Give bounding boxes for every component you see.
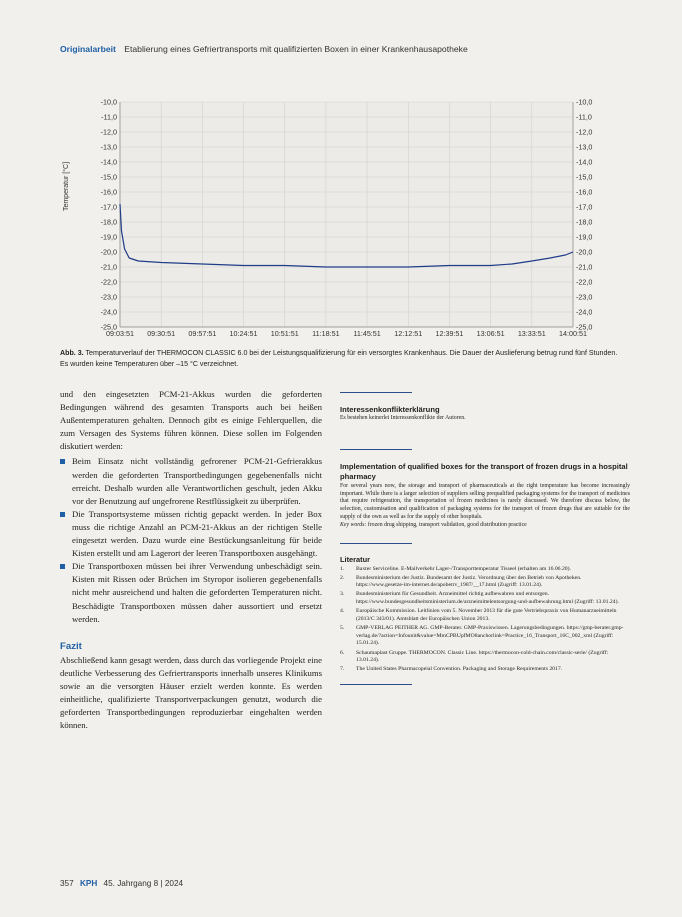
y-tick-label-right: -13,0 <box>576 142 593 152</box>
figure-caption <box>60 348 620 370</box>
figure-caption-text: Temperaturverlauf der THERMOCON CLASSIC 6.0 bei der Leistungsqualifizierung für ein versorgtes Krankenhaus. Die Dauer der Auslieferung betrug rund fünf Stunden. Es wurden keine Temperaturen über –15 °C verzeichnet. <box>60 349 618 368</box>
x-tick-label: 11:18:51 <box>312 329 340 338</box>
list-item <box>60 508 322 560</box>
reference-number: 5. <box>340 625 345 632</box>
keywords-text: frozen drug shipping, transport validation, good distribution practice <box>367 521 527 528</box>
y-tick-label-right: -25,0 <box>576 322 593 332</box>
y-tick-label-right: -14,0 <box>576 157 593 167</box>
y-tick-label-left: -13,0 <box>100 142 117 152</box>
y-tick-label-right: -20,0 <box>576 247 593 257</box>
y-tick-label-right: -16,0 <box>576 187 593 197</box>
coi-heading: Interessenkonflikterklärung <box>340 405 440 414</box>
reference-text: Bundesministerium für Gesundheit. Arzneimittel richtig aufbewahren und entsorgen. https://www.bundesgesundheitsministerium.de/arzneimittelentsorgung-und-aufbewahrung.html (Zugriff: 13.01.24). <box>356 591 619 606</box>
list-item <box>60 455 322 507</box>
reference-item <box>340 575 630 590</box>
y-tick-label-left: -16,0 <box>100 187 117 197</box>
journal-brand: KPH <box>79 879 98 888</box>
literature-list <box>340 566 630 674</box>
reference-item <box>340 625 630 648</box>
y-tick-label-left: -12,0 <box>100 127 117 137</box>
divider <box>340 684 412 685</box>
divider <box>340 543 412 544</box>
x-tick-label: 13:33:51 <box>517 329 546 338</box>
reference-text: GMP-VERLAG PEITHER AG. GMP-Berater. GMP-Praxiswissen. Lagerungsbedingungen. https://gmp-berater.gmp-verlag.de/?action=Infounit&value=MmCPBUpfMO8anchorlink=Practice_16_Transport_16C_002_xml (Zugriff: 15.01.24). <box>356 625 624 647</box>
y-tick-label-left: -11,0 <box>101 112 117 122</box>
bullet-square-icon <box>60 459 65 464</box>
abstract-heading: Implementation of qualified boxes for the transport of frozen drugs in a hospital pharmacy <box>340 461 628 481</box>
reference-item <box>340 666 630 674</box>
left-column <box>60 388 322 732</box>
reference-text: Schaumaplast Gruppe. THERMOCON. Classic Line. https://thermocon-cold-chain.com/classic-serie/ (Zugriff: 13.01.24). <box>356 649 609 664</box>
page-footer <box>60 879 183 888</box>
list-item <box>60 560 322 625</box>
y-tick-label-left: -19,0 <box>100 232 117 242</box>
fazit-paragraph: Abschließend kann gesagt werden, dass durch das vorliegende Projekt eine deutliche Verbesserung des Gefriertransports innerhalb unseres Klinikums sowie an die versorgten Häuser erzielt werden konnte. Es werden einheitliche, qualifizierte Transportverpackungen genutzt, wodurch die geforderten Transportbedingungen reproduzierbar eingehalten werden können. <box>60 654 322 731</box>
coi-text: Es bestehen keinerlei Interessenkonflikte der Autoren. <box>340 415 466 421</box>
reference-number: 2. <box>340 574 345 581</box>
y-tick-label-right: -11,0 <box>576 112 592 122</box>
x-tick-label: 12:39:51 <box>435 329 464 338</box>
keywords-label: Key words: <box>340 521 367 528</box>
reference-item <box>340 566 630 574</box>
y-tick-label-left: -14,0 <box>100 157 117 167</box>
plot-area <box>120 102 573 327</box>
y-tick-label-left: -22,0 <box>100 277 117 287</box>
x-tick-label: 14:00:51 <box>559 329 587 338</box>
list-item-text: Beim Einsatz nicht vollständig gefrorener PCM-21-Gefrierakkus werden die geforderten Transportbedingungen gegebenenfalls nicht erreicht. Deshalb wurden alle Verantwortlichen geschult, jeden Akku vor der Benutzung auf ungefrorene Restflüssigkeit zu überprüfen. <box>72 456 322 506</box>
y-tick-label-left: -18,0 <box>100 217 117 227</box>
y-axis-label: Temperatur [°C] <box>63 161 70 212</box>
y-tick-label-left: -10,0 <box>100 97 117 107</box>
abstract-text: For several years now, the storage and transport of pharmaceuticals at the right temperature has become increasingly important. While there is a larger selection of suppliers selling prequalified packaging systems for the transport of medicines that require refrigeration, the transportation of frozen medicines is rarely discussed. We therefore discuss below, the selection, customisation and qualification of packaging systems for the transport of frozen drugs that are suitable for the supply of the own as well as for the supply of other hospitals. <box>340 482 630 520</box>
y-tick-label-right: -10,0 <box>576 97 593 107</box>
x-tick-label: 11:45:51 <box>353 329 381 338</box>
reference-number: 1. <box>340 565 345 572</box>
bullet-square-icon <box>60 512 65 517</box>
reference-text: Europäische Kommission. Leitlinien vom 5. November 2013 für die gute Vertriebspraxis von Humanarzneimitteln (2013/C 343/01). Amtsblatt der Europäischen Union 2013. <box>356 608 617 622</box>
y-tick-label-left: -17,0 <box>100 202 117 212</box>
list-item-text: Die Transportboxen müssen bei ihrer Verwendung unbeschädigt sein. Kisten mit Rissen oder Brüchen im Styropor isolieren gegebenenfalls nicht mehr ausreichend und halten die geforderten Temperaturen nicht. Beschädigte Transportboxen müssen daher aussortiert und ersetzt werden. <box>72 561 322 624</box>
temperature-chart-svg <box>60 92 608 342</box>
y-tick-label-left: -25,0 <box>100 322 117 332</box>
divider <box>340 449 412 450</box>
x-tick-label: 12:12:51 <box>394 329 423 338</box>
journal-issue: 45. Jahrgang 8 | 2024 <box>103 879 184 888</box>
y-tick-label-right: -18,0 <box>576 217 593 227</box>
y-tick-label-right: -22,0 <box>576 277 593 287</box>
reference-text: Bundesministerium der Justiz. Bundesamt der Justiz. Verordnung über den Betrieb von Apotheken. https://www.gesetze-im-internet.de/apobetrv_1987/__17.html (Zugriff: 13.01.24). <box>356 574 582 589</box>
page-number: 357 <box>60 879 74 888</box>
reference-item <box>340 650 630 665</box>
error-source-list <box>60 455 322 625</box>
reference-item <box>340 591 630 606</box>
literature-heading: Literatur <box>340 554 370 564</box>
y-tick-label-left: -23,0 <box>100 292 117 302</box>
intro-paragraph: und den eingesetzten PCM-21-Akkus wurden die geforderten Bedingungen während des gesamten Transports auch bei heißen Außentemperaturen gehalten. Dennoch gibt es einige Fehlerquellen, die zum Versagen des Systems führen können. Diese sollen im Folgenden diskutiert werden: <box>60 389 322 452</box>
bullet-square-icon <box>60 564 65 569</box>
y-tick-label-right: -21,0 <box>576 262 593 272</box>
temperature-chart <box>60 92 608 342</box>
reference-text: Baxter Serviceline. E-Mailverkehr Lager-/Transporttemperatur Tisseel (erhalten am 16.06.20). <box>356 565 571 572</box>
reference-number: 7. <box>340 666 345 673</box>
reference-number: 3. <box>340 591 345 598</box>
y-tick-label-left: -20,0 <box>100 247 117 257</box>
reference-text: The United States Pharmacopeial Convention. Packaging and Storage Requirements 2017. <box>356 666 563 673</box>
y-tick-label-right: -19,0 <box>576 232 593 242</box>
y-tick-label-right: -12,0 <box>576 127 593 137</box>
article-title: Etablierung eines Gefriertransports mit qualifizierten Boxen in einer Krankenhausapotheke <box>124 44 468 54</box>
y-tick-label-right: -17,0 <box>576 202 593 212</box>
right-column <box>340 392 630 685</box>
x-tick-label: 10:51:51 <box>270 329 299 338</box>
reference-number: 6. <box>340 649 345 656</box>
y-tick-label-right: -15,0 <box>576 172 593 182</box>
keywords-line <box>340 522 630 530</box>
figure-label: Abb. 3. <box>60 349 84 357</box>
y-tick-label-left: -21,0 <box>100 262 117 272</box>
list-item-text: Die Transportsysteme müssen richtig gepackt werden. In jeder Box muss die richtige Anzahl an PCM-21-Akkus an der richtigen Stelle eingesetzt werden. Dazu wurde eine Bestückungsanleitung für beide Kisten erstellt und am Lagerort der leeren Transportboxen ausgehängt. <box>72 508 322 559</box>
reference-number: 4. <box>340 608 345 615</box>
x-tick-label: 10:24:51 <box>229 329 258 338</box>
divider <box>340 392 412 393</box>
section-label: Originalarbeit <box>60 44 116 54</box>
x-tick-label: 09:57:51 <box>188 329 217 338</box>
y-tick-label-right: -24,0 <box>576 307 593 317</box>
reference-item <box>340 608 630 623</box>
x-tick-label: 13:06:51 <box>476 329 505 338</box>
x-tick-label: 09:03:51 <box>106 329 134 338</box>
y-tick-label-left: -24,0 <box>100 307 117 317</box>
x-tick-label: 09:30:51 <box>147 329 176 338</box>
y-tick-label-left: -15,0 <box>100 172 117 182</box>
fazit-heading: Fazit <box>60 640 82 652</box>
y-tick-label-right: -23,0 <box>576 292 593 302</box>
running-header <box>60 44 640 54</box>
